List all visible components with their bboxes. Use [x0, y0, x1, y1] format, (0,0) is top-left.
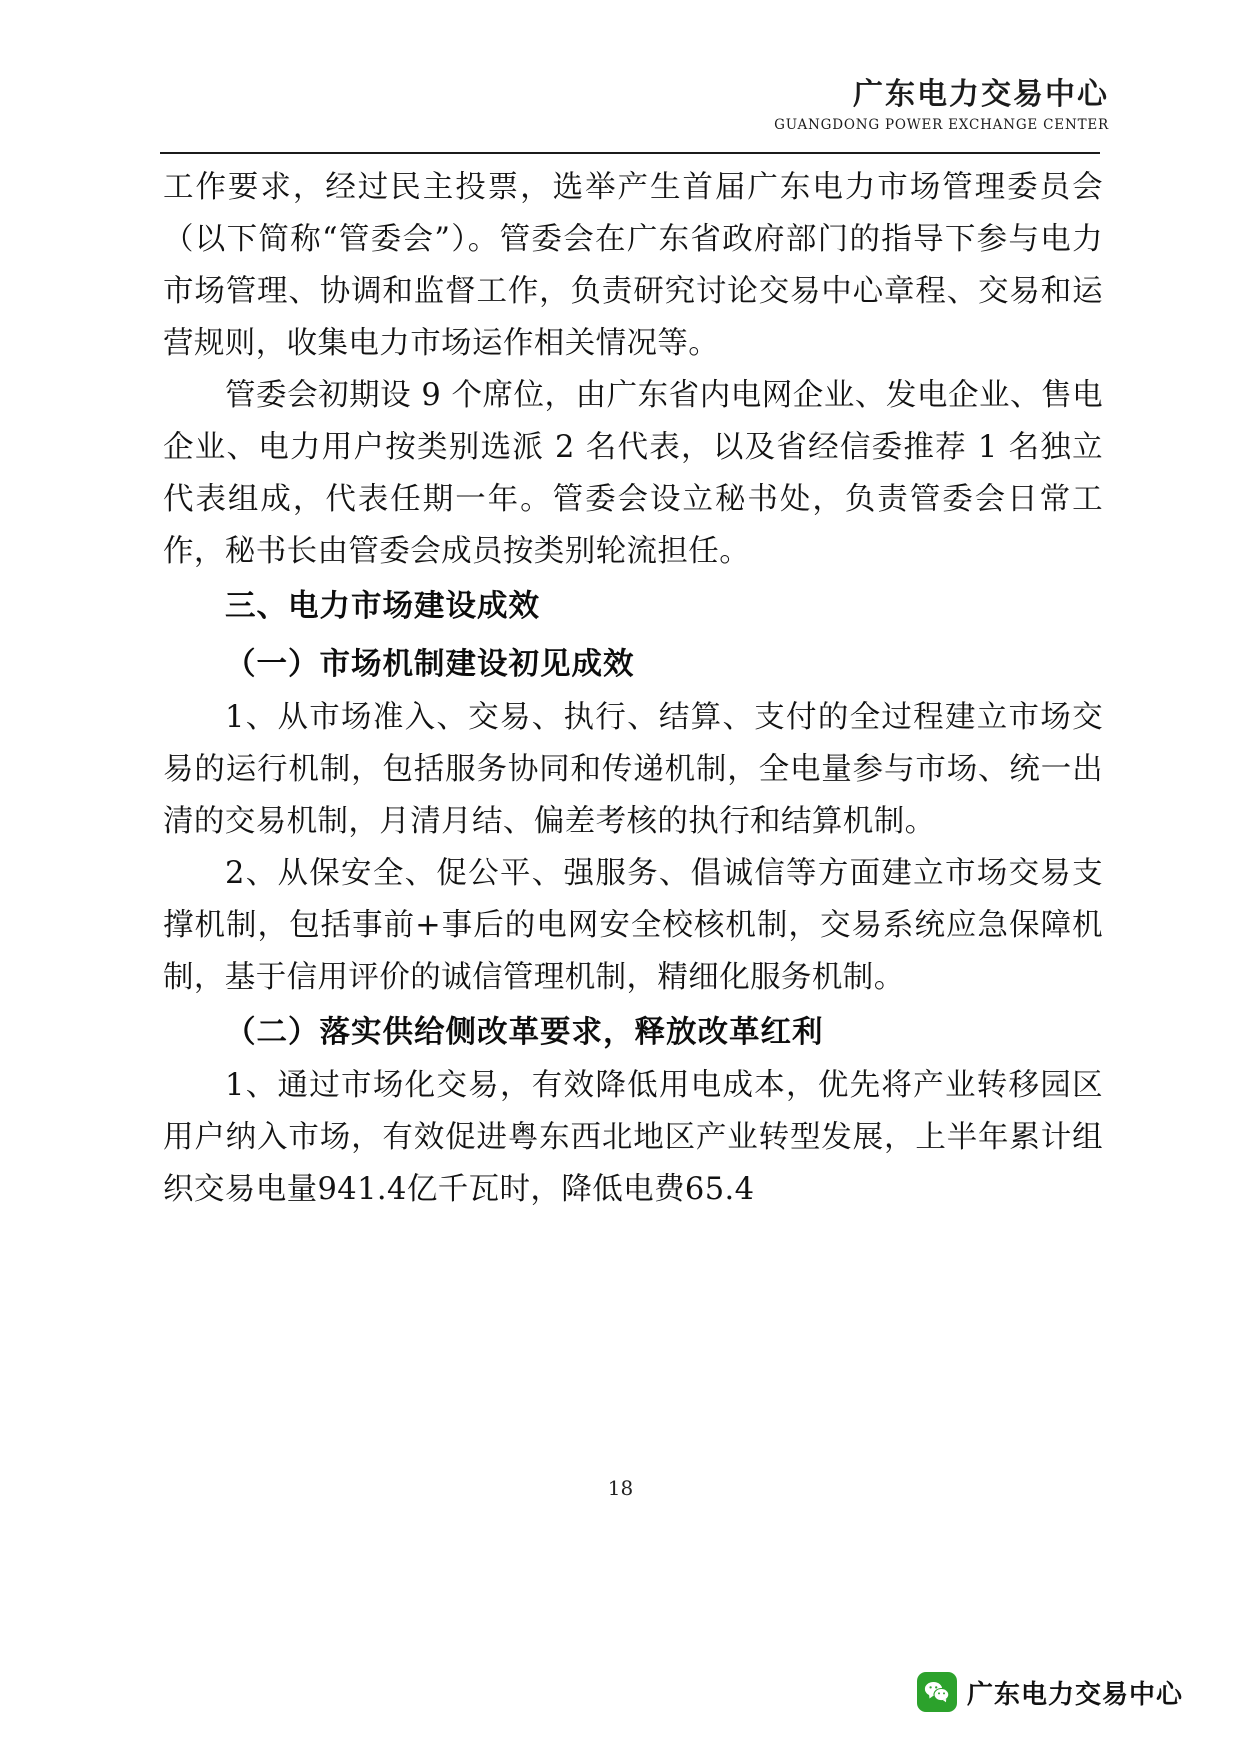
organization-name-cn: 广东电力交易中心 — [853, 77, 1109, 112]
organization-name-en: GUANGDONG POWER EXCHANGE CENTER — [774, 117, 1109, 133]
subsection-heading-two: （二）落实供给侧改革要求，释放改革红利 — [225, 1014, 824, 1050]
paragraph-3-2-1: 1、通过市场化交易，有效降低用电成本，优先将产业转移园区用户纳入市场，有效促进粤东西北地区产业转型发展，上半年累计组织交易电量941.4亿千瓦时，降低电费65.4 — [163, 1068, 1103, 1207]
wechat-account-badge — [917, 1672, 1183, 1712]
document-header — [649, 78, 1109, 133]
paragraph-3-1-2: 2、从保安全、促公平、强服务、倡诚信等方面建立市场交易支撑机制，包括事前+事后的电网安全校核机制，交易系统应急保障机制，基于信用评价的诚信管理机制，精细化服务机制。 — [163, 856, 1103, 995]
wechat-icon — [917, 1672, 957, 1712]
paragraph-3-1-1: 1、从市场准入、交易、执行、结算、支付的全过程建立市场交易的运行机制，包括服务协同和传递机制，全电量参与市场、统一出清的交易机制，月清月结、偏差考核的执行和结算机制。 — [163, 700, 1103, 839]
header-divider — [160, 152, 1100, 154]
page-number: 18 — [607, 1476, 634, 1500]
subsection-heading-one: （一）市场机制建设初见成效 — [225, 646, 635, 682]
paragraph-committee-seats: 管委会初期设 9 个席位，由广东省内电网企业、发电企业、售电企业、电力用户按类别选派 2 名代表，以及省经信委推荐 1 名独立代表组成，代表任期一年。管委会设立秘书处，负责管委会日常工作，秘书长由管委会成员按类别轮流担任。 — [163, 378, 1103, 569]
paragraph-continued: 工作要求，经过民主投票，选举产生首届广东电力市场管理委员会（以下简称“管委会”）。管委会在广东省政府部门的指导下参与电力市场管理、协调和监督工作，负责研究讨论交易中心章程、交易和运营规则，收集电力市场运作相关情况等。 — [163, 170, 1103, 361]
section-heading-three: 三、电力市场建设成效 — [225, 589, 540, 624]
wechat-account-label: 广东电力交易中心 — [966, 1679, 1183, 1710]
document-body — [163, 162, 1103, 1216]
